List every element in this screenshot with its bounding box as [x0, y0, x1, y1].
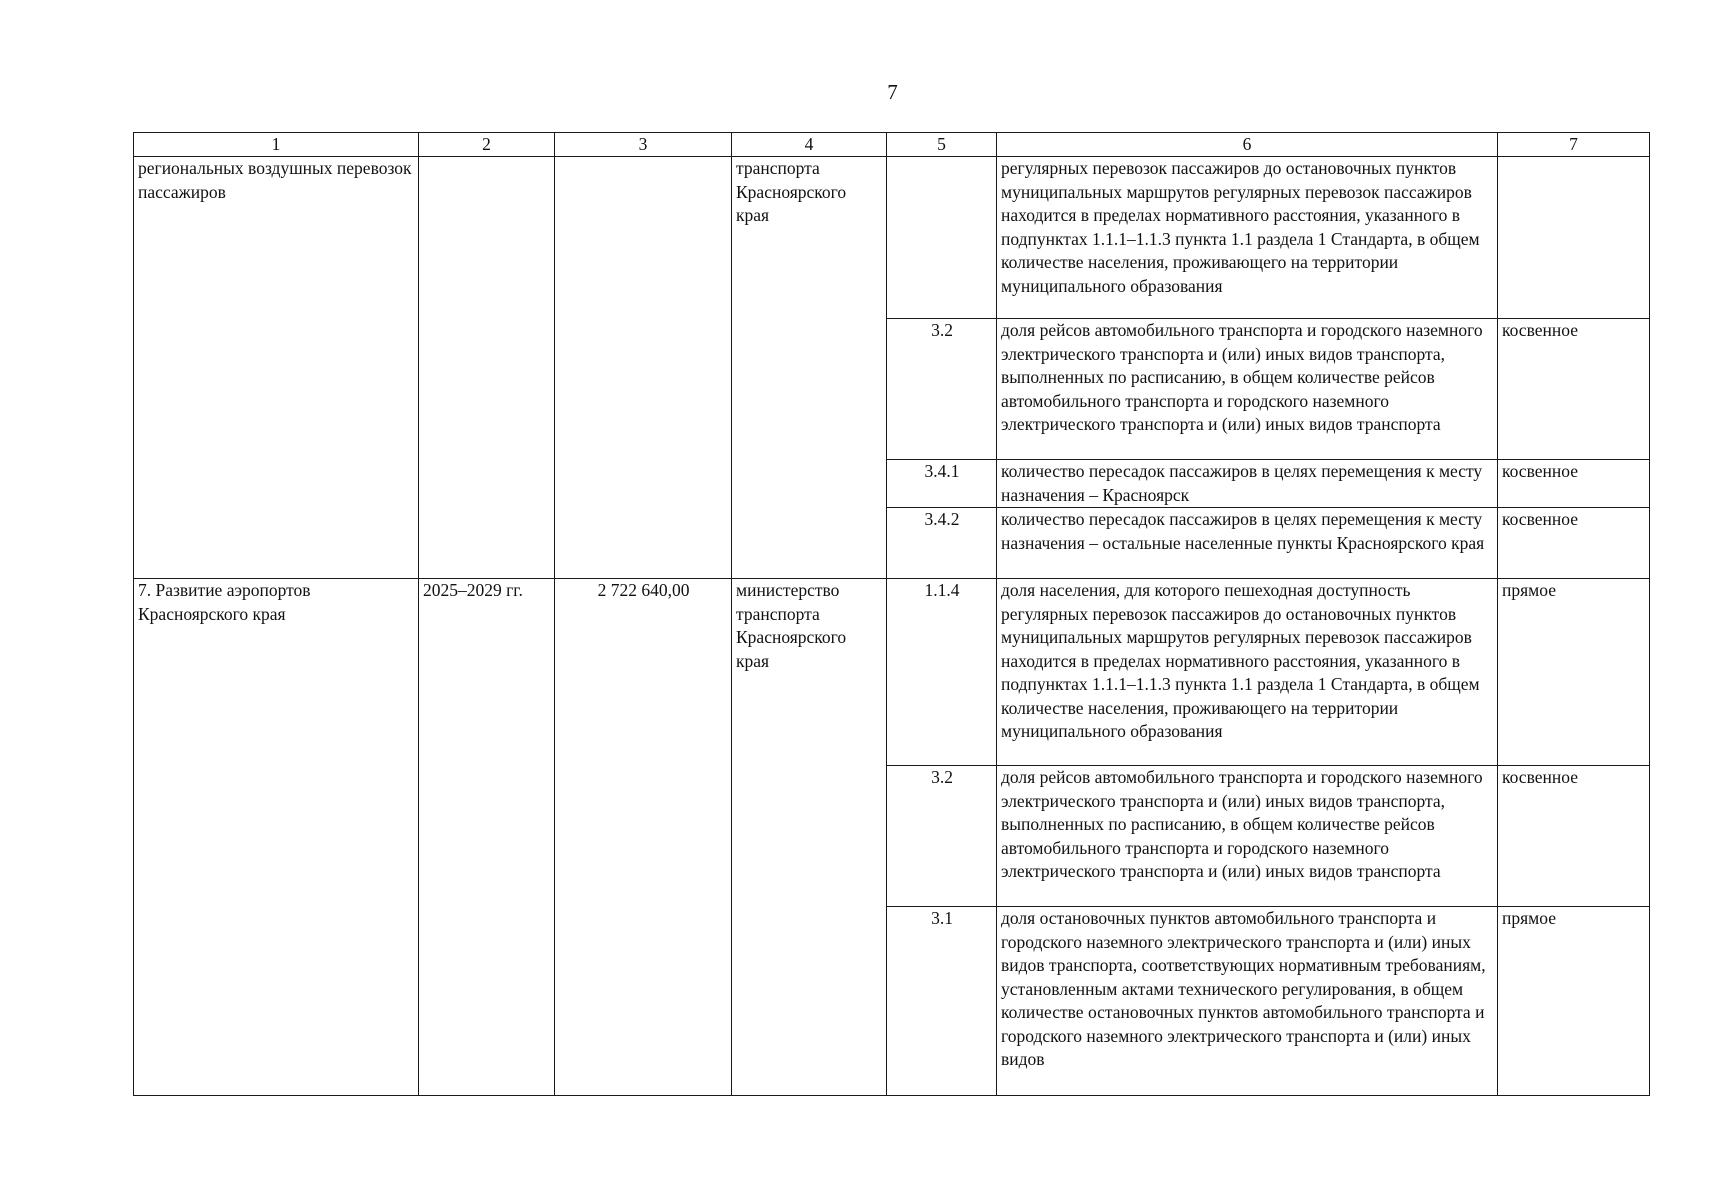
column-number-1: 1: [134, 133, 419, 157]
funding-cell: [555, 157, 732, 579]
column-number-3: 3: [555, 133, 732, 157]
impact-cell: косвенное: [1498, 319, 1650, 460]
indicator-text-cell: доля рейсов автомобильного транспорта и городского наземного электрического транспорта и (или) иных видов транспорта, выполненных по расписанию, в общем количестве рейсов автомобильного транспорта и городского наземного электрического транспорта и (или) иных видов транспорта: [997, 319, 1498, 460]
measure-name-cell: региональных воздушных перевозок пассажиров: [134, 157, 419, 579]
program-measures-table: [133, 132, 1650, 1096]
indicator-code-cell: 3.4.2: [887, 508, 997, 579]
indicator-code-cell: 1.1.4: [887, 579, 997, 766]
executor-cell: министерство транспорта Красноярского края: [732, 579, 887, 1096]
indicator-code-cell: 3.4.1: [887, 460, 997, 508]
column-number-6: 6: [997, 133, 1498, 157]
indicator-text-cell: доля населения, для которого пешеходная доступность регулярных перевозок пассажиров до остановочных пунктов муниципальных маршрутов регулярных перевозок пассажиров находится в пределах нормативного расстояния, указанного в подпунктах 1.1.1–1.1.3 пункта 1.1 раздела 1 Стандарта, в общем количестве населения, проживающего на территории муниципального образования: [997, 579, 1498, 766]
column-number-7: 7: [1498, 133, 1650, 157]
column-number-4: 4: [732, 133, 887, 157]
column-number-2: 2: [419, 133, 555, 157]
funding-cell: 2 722 640,00: [555, 579, 732, 1096]
table-row: [134, 579, 1650, 766]
indicator-code-cell: 3.2: [887, 766, 997, 907]
impact-cell: косвенное: [1498, 766, 1650, 907]
impact-cell: [1498, 157, 1650, 319]
impact-cell: прямое: [1498, 579, 1650, 766]
column-number-5: 5: [887, 133, 997, 157]
executor-cell: транспорта Красноярского края: [732, 157, 887, 579]
period-cell: [419, 157, 555, 579]
indicator-code-cell: 3.1: [887, 907, 997, 1096]
table-row: [134, 157, 1650, 319]
impact-cell: прямое: [1498, 907, 1650, 1096]
indicator-text-cell: регулярных перевозок пассажиров до остановочных пунктов муниципальных маршрутов регулярных перевозок пассажиров находится в пределах нормативного расстояния, указанного в подпунктах 1.1.1–1.1.3 пункта 1.1 раздела 1 Стандарта, в общем количестве населения, проживающего на территории муниципального образования: [997, 157, 1498, 319]
indicator-code-cell: 3.2: [887, 319, 997, 460]
impact-cell: косвенное: [1498, 508, 1650, 579]
indicator-text-cell: количество пересадок пассажиров в целях перемещения к месту назначения – остальные населенные пункты Красноярского края: [997, 508, 1498, 579]
measure-name-cell: 7. Развитие аэропортов Красноярского края: [134, 579, 419, 1096]
page-number: 7: [887, 80, 898, 104]
column-number-row: [134, 133, 1650, 157]
period-cell: 2025–2029 гг.: [419, 579, 555, 1096]
indicator-text-cell: доля рейсов автомобильного транспорта и городского наземного электрического транспорта и (или) иных видов транспорта, выполненных по расписанию, в общем количестве рейсов автомобильного транспорта и городского наземного электрического транспорта и (или) иных видов транспорта: [997, 766, 1498, 907]
indicator-code-cell: [887, 157, 997, 319]
indicator-text-cell: доля остановочных пунктов автомобильного транспорта и городского наземного электрического транспорта и (или) иных видов транспорта, соответствующих нормативным требованиям, установленным актами технического регулирования, в общем количестве остановочных пунктов автомобильного транспорта и городского наземного электрического транспорта и (или) иных видов: [997, 907, 1498, 1096]
impact-cell: косвенное: [1498, 460, 1650, 508]
indicator-text-cell: количество пересадок пассажиров в целях перемещения к месту назначения – Красноярск: [997, 460, 1498, 508]
